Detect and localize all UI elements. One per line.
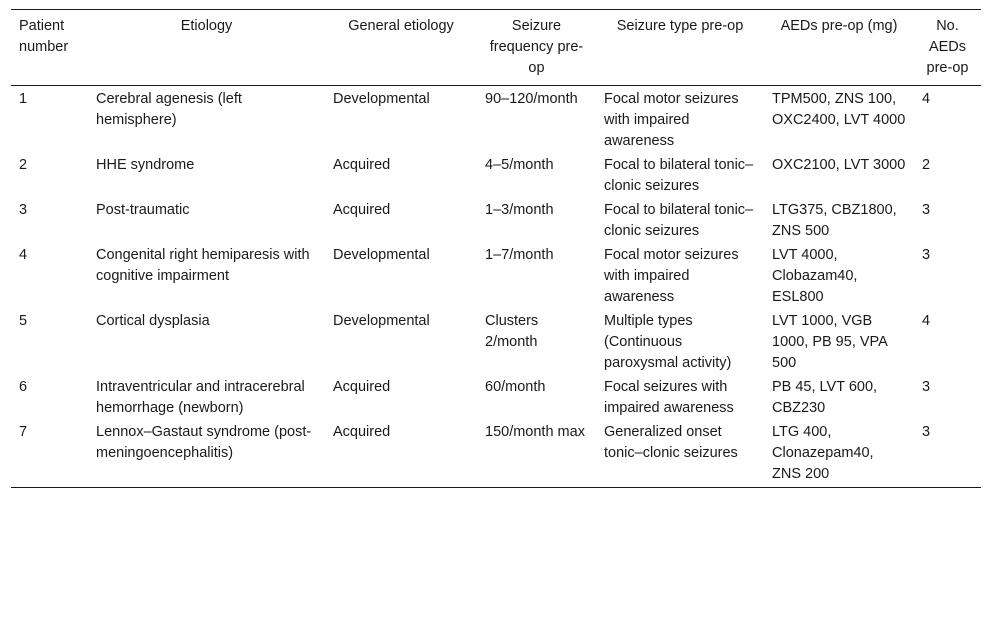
cell-no-aeds: 3: [922, 424, 931, 440]
cell-aeds: LTG 400, Clonazepam40, ZNS 200: [772, 424, 874, 482]
table-row: [11, 86, 981, 155]
header-seizure-frequency: Seizure frequency pre-op: [489, 18, 584, 76]
cell-no-aeds: 2: [922, 157, 931, 173]
header-aeds: AEDs pre-op (mg): [780, 18, 898, 34]
header-etiology: Etiology: [180, 18, 233, 34]
cell-aeds: OXC2100, LVT 3000: [772, 157, 906, 173]
patient-table: [11, 9, 981, 488]
cell-no-aeds: 4: [922, 91, 931, 107]
cell-general-etiology: Acquired: [333, 157, 391, 173]
cell-aeds: TPM500, ZNS 100, OXC2400, LVT 4000: [772, 91, 906, 128]
cell-seizure-type: Focal to bilateral tonic–clonic seizures: [604, 157, 754, 194]
cell-patient-number: 4: [19, 247, 28, 263]
cell-patient-number: 2: [19, 157, 28, 173]
table-row: [11, 421, 981, 488]
cell-etiology: Cortical dysplasia: [96, 313, 210, 329]
cell-seizure-frequency: 4–5/month: [485, 157, 554, 173]
cell-aeds: LTG375, CBZ1800, ZNS 500: [772, 202, 897, 239]
cell-etiology: Intraventricular and intracerebral hemorrhage (newborn): [96, 379, 305, 416]
cell-seizure-type: Generalized onset tonic–clonic seizures: [604, 424, 738, 461]
cell-general-etiology: Acquired: [333, 202, 391, 218]
cell-patient-number: 1: [19, 91, 28, 107]
cell-etiology: Congenital right hemiparesis with cognitive impairment: [96, 247, 310, 284]
cell-seizure-frequency: 150/month max: [485, 424, 585, 440]
cell-etiology: Lennox–Gastaut syndrome (post-meningoencephalitis): [96, 424, 312, 461]
cell-etiology: Post-traumatic: [96, 202, 190, 218]
cell-seizure-frequency: Clusters 2/month: [485, 313, 539, 350]
cell-seizure-type: Focal motor seizures with impaired awareness: [604, 91, 739, 149]
cell-aeds: PB 45, LVT 600, CBZ230: [772, 379, 878, 416]
table-row: [11, 199, 981, 244]
cell-seizure-type: Focal seizures with impaired awareness: [604, 379, 734, 416]
header-no-aeds: No. AEDs pre-op: [926, 18, 969, 76]
cell-general-etiology: Developmental: [333, 247, 430, 263]
cell-general-etiology: Acquired: [333, 424, 391, 440]
table-header: [11, 10, 981, 86]
cell-patient-number: 6: [19, 379, 28, 395]
table-row: [11, 376, 981, 421]
header-seizure-type: Seizure type pre-op: [616, 18, 744, 34]
table-row: [11, 154, 981, 199]
cell-patient-number: 5: [19, 313, 28, 329]
table-body: [11, 86, 981, 488]
table-row: [11, 244, 981, 310]
cell-seizure-frequency: 1–7/month: [485, 247, 554, 263]
cell-patient-number: 3: [19, 202, 28, 218]
cell-no-aeds: 4: [922, 313, 931, 329]
cell-seizure-type: Focal motor seizures with impaired awareness: [604, 247, 739, 305]
cell-no-aeds: 3: [922, 247, 931, 263]
header-row: [11, 10, 981, 86]
header-general-etiology: General etiology: [348, 18, 454, 34]
cell-no-aeds: 3: [922, 379, 931, 395]
cell-general-etiology: Developmental: [333, 313, 430, 329]
cell-aeds: LVT 1000, VGB 1000, PB 95, VPA 500: [772, 313, 888, 371]
cell-no-aeds: 3: [922, 202, 931, 218]
cell-aeds: LVT 4000, Clobazam40, ESL800: [772, 247, 858, 305]
header-patient-number: Patient number: [19, 18, 69, 55]
cell-general-etiology: Acquired: [333, 379, 391, 395]
cell-seizure-frequency: 90–120/month: [485, 91, 578, 107]
cell-seizure-frequency: 1–3/month: [485, 202, 554, 218]
cell-etiology: Cerebral agenesis (left hemisphere): [96, 91, 242, 128]
cell-seizure-type: Focal to bilateral tonic–clonic seizures: [604, 202, 754, 239]
table-row: [11, 310, 981, 376]
patient-table-container: [11, 9, 981, 488]
cell-patient-number: 7: [19, 424, 28, 440]
cell-etiology: HHE syndrome: [96, 157, 195, 173]
cell-general-etiology: Developmental: [333, 91, 430, 107]
cell-seizure-frequency: 60/month: [485, 379, 546, 395]
cell-seizure-type: Multiple types (Continuous paroxysmal activity): [604, 313, 732, 371]
